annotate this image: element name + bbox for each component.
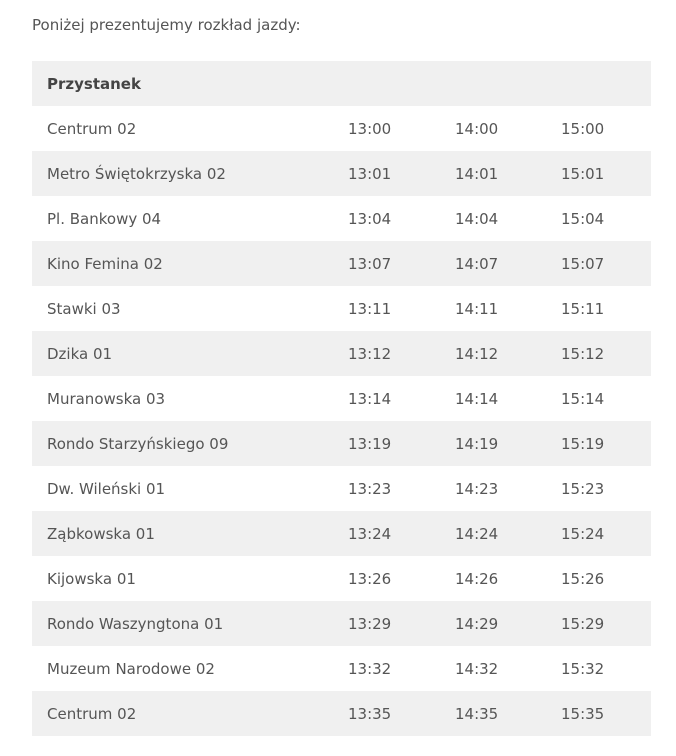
departure-time: 15:24 [561,524,605,543]
stop-name: Metro Świętokrzyska 02 [47,164,226,183]
header-time-1 [348,61,455,106]
departure-time: 14:32 [455,659,499,678]
departure-time: 15:07 [561,254,605,273]
departure-time: 14:01 [455,164,499,183]
timetable [32,61,651,736]
stop-name: Muzeum Narodowe 02 [47,659,215,678]
departure-time: 14:00 [455,119,499,138]
departure-time: 14:11 [455,299,499,318]
departure-time: 13:04 [348,209,392,228]
departure-time: 14:26 [455,569,499,588]
departure-time: 13:00 [348,119,392,138]
table-row [32,331,651,376]
departure-time: 13:24 [348,524,392,543]
table-row [32,556,651,601]
intro-text: Poniżej prezentujemy rozkład jazdy: [32,16,301,34]
departure-time: 13:07 [348,254,392,273]
departure-time: 15:29 [561,614,605,633]
departure-time: 13:11 [348,299,392,318]
table-row [32,241,651,286]
table-row [32,691,651,736]
departure-time: 13:19 [348,434,392,453]
stop-name: Muranowska 03 [47,389,166,408]
departure-time: 14:14 [455,389,499,408]
stop-name: Rondo Waszyngtona 01 [47,614,224,633]
departure-time: 15:11 [561,299,605,318]
stop-name: Dw. Wileński 01 [47,479,166,498]
stop-name: Dzika 01 [47,344,113,363]
stop-name: Kino Femina 02 [47,254,163,273]
departure-time: 14:04 [455,209,499,228]
table-row [32,106,651,151]
departure-time: 15:26 [561,569,605,588]
departure-time: 15:23 [561,479,605,498]
departure-time: 14:24 [455,524,499,543]
departure-time: 14:19 [455,434,499,453]
header-time-3 [561,61,651,106]
departure-time: 14:12 [455,344,499,363]
table-row [32,196,651,241]
table-row [32,601,651,646]
stop-name: Pl. Bankowy 04 [47,209,162,228]
departure-time: 14:07 [455,254,499,273]
table-row [32,511,651,556]
departure-time: 14:35 [455,704,499,723]
departure-time: 15:32 [561,659,605,678]
stop-name: Rondo Starzyńskiego 09 [47,434,229,453]
departure-time: 15:04 [561,209,605,228]
table-row [32,286,651,331]
stop-name: Centrum 02 [47,119,137,138]
departure-time: 13:12 [348,344,392,363]
departure-time: 15:19 [561,434,605,453]
departure-time: 13:23 [348,479,392,498]
departure-time: 13:26 [348,569,392,588]
departure-time: 13:29 [348,614,392,633]
stop-name: Ząbkowska 01 [47,524,155,543]
departure-time: 13:32 [348,659,392,678]
stop-name: Kijowska 01 [47,569,136,588]
departure-time: 15:35 [561,704,605,723]
table-header-row [32,61,651,106]
departure-time: 14:23 [455,479,499,498]
departure-time: 13:14 [348,389,392,408]
departure-time: 13:01 [348,164,392,183]
departure-time: 15:14 [561,389,605,408]
stop-name: Stawki 03 [47,299,121,318]
table-row [32,421,651,466]
table-row [32,466,651,511]
departure-time: 14:29 [455,614,499,633]
departure-time: 13:35 [348,704,392,723]
header-stop: Przystanek [47,74,141,93]
table-row [32,151,651,196]
table-row [32,646,651,691]
departure-time: 15:00 [561,119,605,138]
table-row [32,376,651,421]
header-time-2 [455,61,561,106]
stop-name: Centrum 02 [47,704,137,723]
departure-time: 15:01 [561,164,605,183]
departure-time: 15:12 [561,344,605,363]
